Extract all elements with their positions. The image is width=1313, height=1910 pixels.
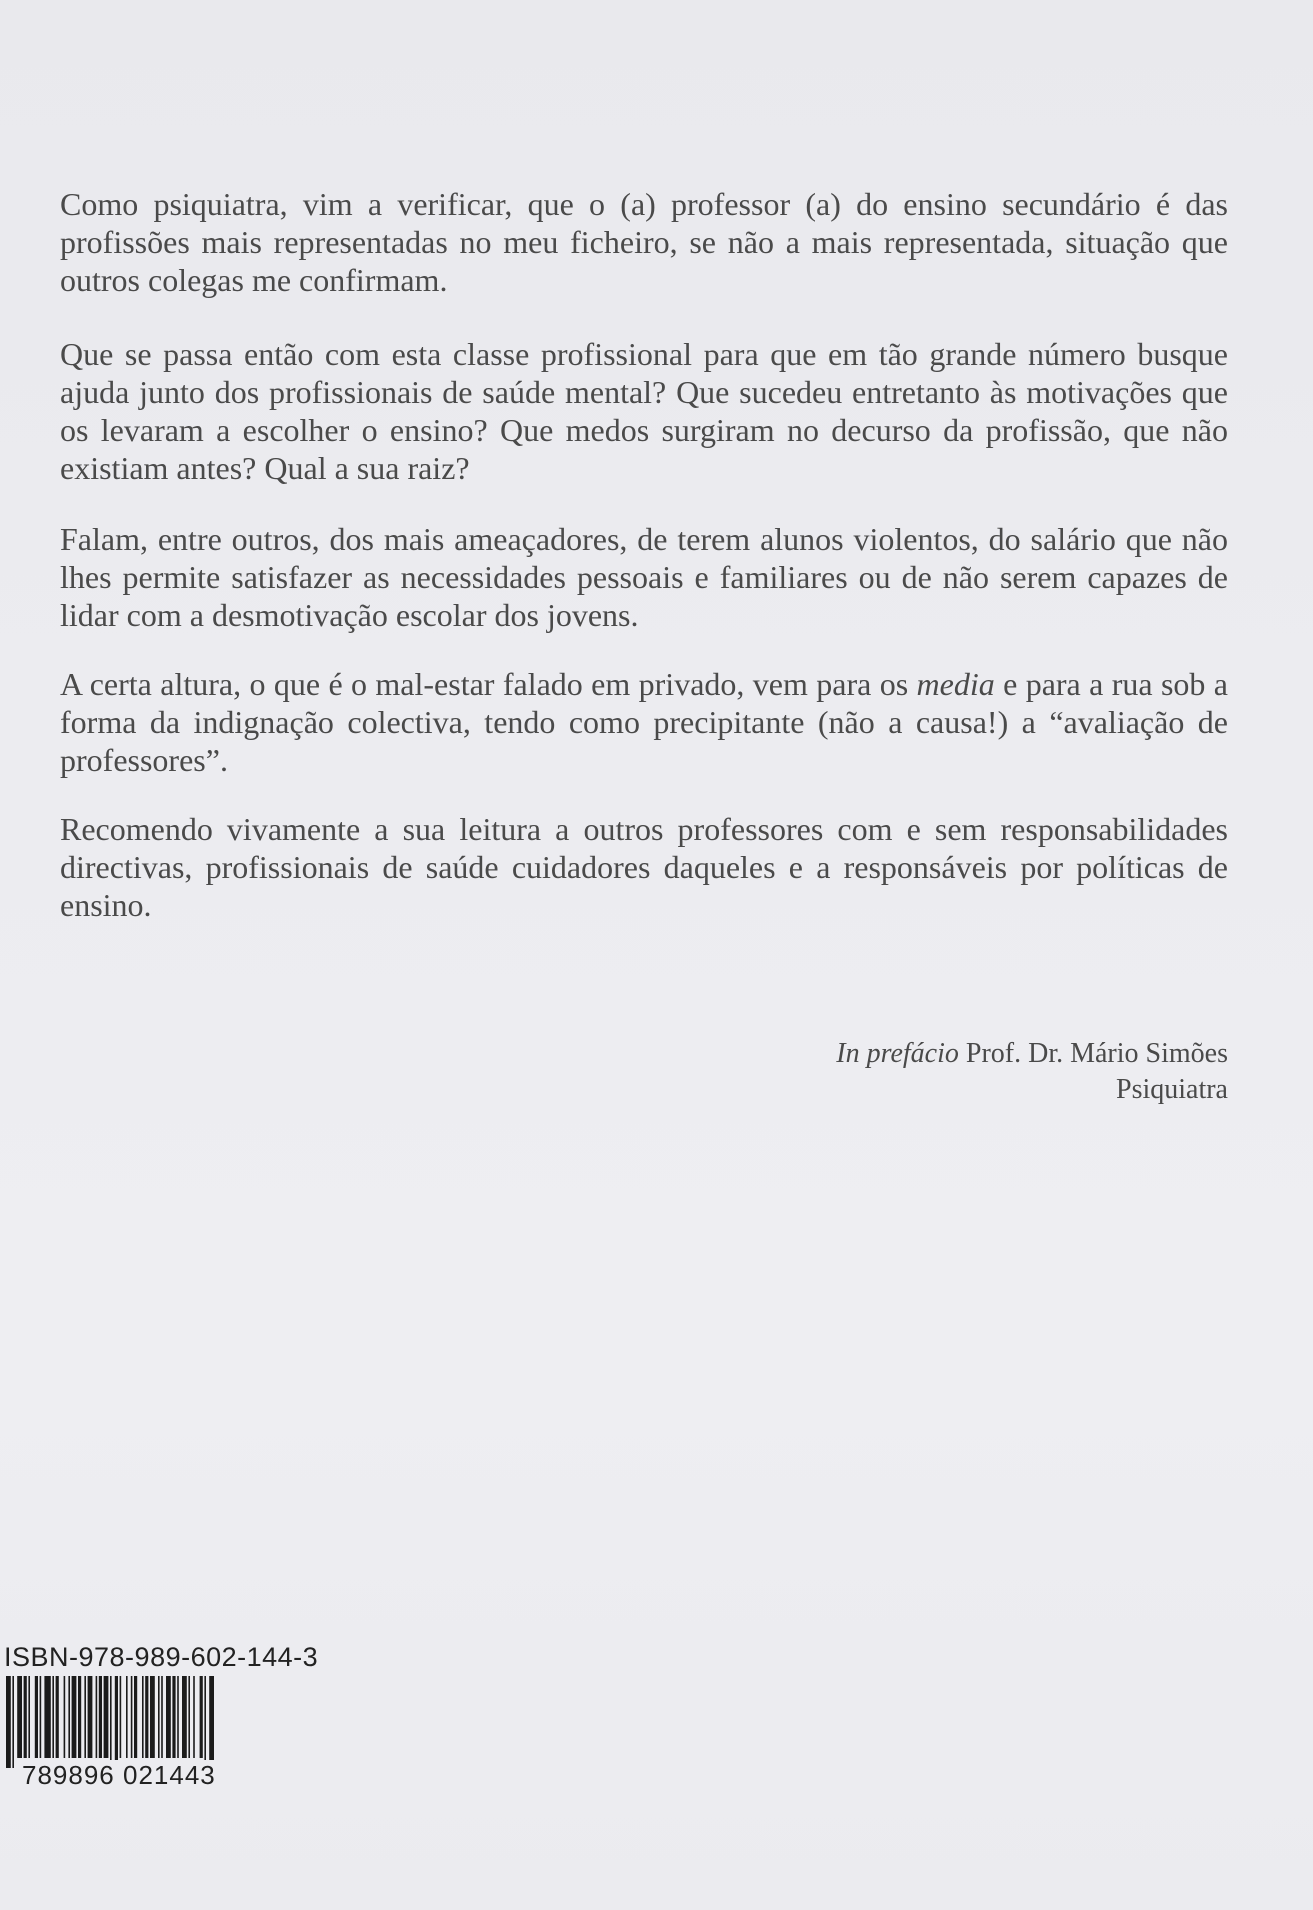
barcode-bar [52, 1676, 54, 1758]
paragraph-4-start: A certa altura, o que é o mal-estar falado em privado, vem para os [60, 666, 917, 702]
barcode-bar [56, 1676, 59, 1758]
barcode-bar [150, 1676, 155, 1758]
isbn-label: ISBN-978-989-602-144-3 [4, 1642, 319, 1672]
attribution-name: Prof. Dr. Mário Simões [958, 1038, 1228, 1069]
barcode-bar [17, 1676, 22, 1758]
barcode-bar [177, 1676, 179, 1758]
barcode-bar [120, 1676, 122, 1758]
barcode-bar [204, 1676, 206, 1768]
barcode-bar [6, 1676, 11, 1768]
barcode-bar [88, 1676, 93, 1758]
paragraph-4-end: e para a rua sob a forma da indignação colectiva, tendo como precipitante (não a causa!) a “avaliação de professores”. [60, 666, 1229, 778]
barcode-bar [115, 1676, 118, 1768]
barcode-bar [96, 1676, 98, 1758]
paragraph-4-italic: media [916, 666, 995, 702]
barcode-bar [35, 1676, 38, 1758]
barcode-bar [28, 1676, 30, 1758]
attribution-role: Psiquiatra [1116, 1074, 1228, 1105]
barcode-bar [145, 1676, 148, 1758]
barcode-bar [68, 1676, 70, 1758]
barcode-bar [84, 1676, 86, 1758]
barcode-bar [110, 1676, 112, 1768]
attribution-line [836, 1036, 1228, 1072]
attribution-source: In prefácio [836, 1038, 959, 1069]
barcode-bar [200, 1676, 203, 1758]
paragraph-1: Como psiquiatra, vim a verificar, que o (a) professor (a) do ensino secundário é das profissões mais representadas no meu ficheiro, se não a mais representada, situação que outros colegas me confirmam. [60, 186, 1228, 298]
paragraph-3: Falam, entre outros, dos mais ameaçadores, de terem alunos violentos, do salário que não lhes permite satisfazer as necessidades pessoais e familiares ou de não serem capazes de lidar com a desmotivação escolar dos jovens. [60, 521, 1228, 633]
barcode-icon [4, 1676, 294, 1768]
barcode-bar [12, 1676, 14, 1768]
barcode-bar [209, 1676, 214, 1768]
barcode-bar [99, 1676, 102, 1758]
barcode-bar [158, 1676, 160, 1758]
barcode-bar [131, 1676, 133, 1758]
barcode-bar [182, 1676, 187, 1758]
isbn-barcode-block [4, 1642, 319, 1792]
barcode-bar [134, 1676, 137, 1758]
barcode-bar [166, 1676, 171, 1758]
barcode-bar [24, 1676, 27, 1758]
paragraph-2: Que se passa então com esta classe profissional para que em tão grande número busque ajuda junto dos profissionais de saúde mental? Que sucedeu entretanto às motivações que os levaram a escolher o ensino? Que medos surgiram no decurso da profissão, que não existiam antes? Qual a sua raiz? [60, 336, 1228, 486]
barcode-bar [40, 1676, 42, 1758]
barcode-bar [188, 1676, 190, 1758]
attribution [836, 1036, 1228, 1108]
barcode-bar [78, 1676, 81, 1758]
barcode-bar [104, 1676, 109, 1758]
barcode-bar [126, 1676, 128, 1758]
barcode-bar [193, 1676, 195, 1758]
barcode-bar [161, 1676, 163, 1758]
barcode-bar [142, 1676, 144, 1758]
barcode-bar [44, 1676, 50, 1758]
barcode-bar [64, 1676, 66, 1758]
barcode-bar [172, 1676, 175, 1758]
paragraph-5: Recomendo vivamente a sua leitura a outros professores com e sem responsabilidades directivas, profissionais de saúde cuidadores daqueles e a responsáveis por políticas de ensino. [60, 811, 1228, 923]
barcode-bar [72, 1676, 77, 1758]
paragraph-4 [60, 665, 1228, 779]
ean-digits: 789896 021443 [22, 1760, 216, 1790]
